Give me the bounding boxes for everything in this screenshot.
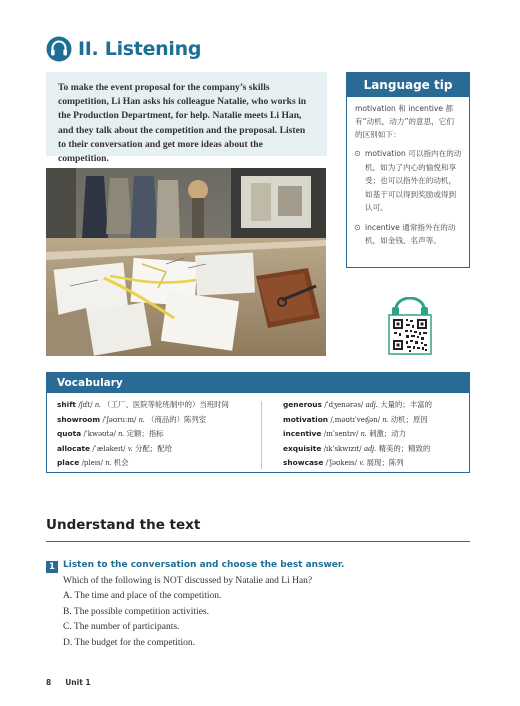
qr-code[interactable] [386, 297, 434, 355]
vocab-word: motivation [283, 414, 329, 424]
vocab-definition: 大量的；丰富的 [380, 400, 432, 409]
vocab-pos: adj. [364, 443, 377, 453]
vocab-entry [283, 456, 432, 471]
vocab-word: shift [57, 400, 76, 409]
vocab-pos: v. [127, 443, 133, 453]
vocab-phonetic: /ˈkwəʊtə/ [83, 430, 116, 439]
vocab-entry [57, 398, 229, 413]
vocab-pos: v. [359, 458, 365, 468]
vocab-definition: 动机；原因 [390, 414, 428, 424]
vocabulary-title: Vocabulary [47, 373, 469, 393]
language-tip-title: Language tip [347, 73, 469, 97]
vocabulary-list [47, 393, 469, 472]
vocabulary-box [46, 372, 470, 473]
answer-option-b: B. The possible competition activities. [63, 606, 209, 617]
headphones-icon [46, 36, 72, 62]
vocab-word: incentive [283, 429, 322, 439]
vocab-entry [283, 442, 432, 457]
vocab-word: allocate [57, 443, 91, 453]
vocab-entry [57, 456, 229, 471]
vocab-word: showroom [57, 414, 101, 424]
vocab-entry [283, 413, 432, 428]
bullet-icon: ⊙ [354, 149, 361, 158]
answer-option-c: C. The number of participants. [63, 622, 180, 633]
vocab-pos: n. [360, 429, 367, 439]
vocab-entry [57, 413, 229, 428]
language-tip-box [346, 72, 470, 268]
language-tip-intro: motivation 和 incentive 都有“动机，动力”的意思，它们的区别如下： [355, 104, 454, 139]
vocab-definition: 刺激；动力 [369, 429, 407, 439]
language-tip-item [347, 218, 469, 248]
vocab-pos: adj. [365, 400, 378, 409]
section-divider [46, 541, 470, 542]
vocab-pos: n. [138, 414, 145, 424]
section-title: II. Listening [78, 38, 202, 60]
page-footer [46, 678, 105, 687]
vocab-entry [283, 427, 432, 442]
answer-option-a: A. The time and place of the competition. [63, 591, 222, 602]
vocab-phonetic: /pleɪs/ [81, 459, 103, 468]
vocab-definition: 展现；陈列 [366, 458, 404, 468]
intro-text: To make the event proposal for the company’s skills competition, Li Han asks his colleague Natalie, who works in the Production Department, for help. Natalie meets Li Han, and they talk about the competition and the proposal. Listen to their conversation and get more ideas about the competition. [46, 72, 327, 156]
vocab-word: quota [57, 429, 82, 439]
vocab-entry [57, 442, 229, 457]
vocab-phonetic: /ˈdʒenərəs/ [324, 401, 364, 409]
vocab-definition: （工厂、医院等轮班制中的）当班时间 [103, 400, 229, 409]
vocab-entry [283, 398, 432, 413]
question-number: 1 [46, 561, 58, 573]
vocab-phonetic: /ˌməʊtɪˈveɪʃən/ [330, 415, 381, 424]
question-instruction: Listen to the conversation and choose the best answer. [63, 560, 345, 570]
vocab-word: showcase [283, 458, 324, 468]
vocabulary-divider [261, 401, 262, 469]
vocabulary-column-right [283, 398, 432, 471]
vocab-phonetic: /ʃɪft/ [78, 401, 93, 409]
vocab-entry [57, 427, 229, 442]
vocab-pos: n. [105, 458, 112, 468]
workshop-photo [46, 168, 326, 356]
language-tip-item-text: incentive 通常指外在的动机，如金钱、名声等。 [365, 222, 456, 245]
answer-option-d: D. The budget for the competition. [63, 637, 196, 648]
vocab-definition: 机会 [113, 458, 129, 468]
vocab-phonetic: /ɪkˈskwɪzɪt/ [323, 444, 362, 453]
vocab-word: generous [283, 400, 322, 409]
vocab-word: place [57, 458, 80, 468]
vocab-pos: n. [382, 414, 389, 424]
vocab-phonetic: /ɪnˈsentɪv/ [323, 430, 359, 439]
language-tip-item [347, 144, 469, 215]
question-block [63, 574, 312, 651]
vocab-definition: 精美的；精致的 [378, 443, 431, 453]
vocabulary-column-left [57, 398, 229, 471]
vocab-pos: n. [118, 429, 125, 439]
vocab-pos: n. [94, 400, 101, 409]
vocab-phonetic: /ˈʃəʊkeɪs/ [325, 459, 357, 468]
vocab-phonetic: /ˈæləkeɪt/ [92, 444, 126, 453]
vocab-definition: （商品的）陈列室 [147, 414, 207, 424]
language-tip-item-text: motivation 可以指内在的动机，如为了内心的愉悦和享受；也可以指外在的动机，如基于可以得到奖励或得到认可。 [365, 149, 462, 212]
unit-label: Unit 1 [65, 678, 91, 687]
vocab-word: exquisite [283, 443, 322, 453]
page-number: 8 [46, 678, 52, 687]
question-text: Which of the following is NOT discussed by Natalie and Li Han? [63, 576, 313, 586]
understand-title: Understand the text [46, 517, 201, 533]
vocab-definition: 定额；指标 [126, 429, 164, 439]
vocab-phonetic: /ˈʃəʊruːm/ [102, 415, 137, 424]
bullet-icon: ⊙ [354, 222, 361, 232]
vocab-definition: 分配；配给 [135, 443, 173, 453]
